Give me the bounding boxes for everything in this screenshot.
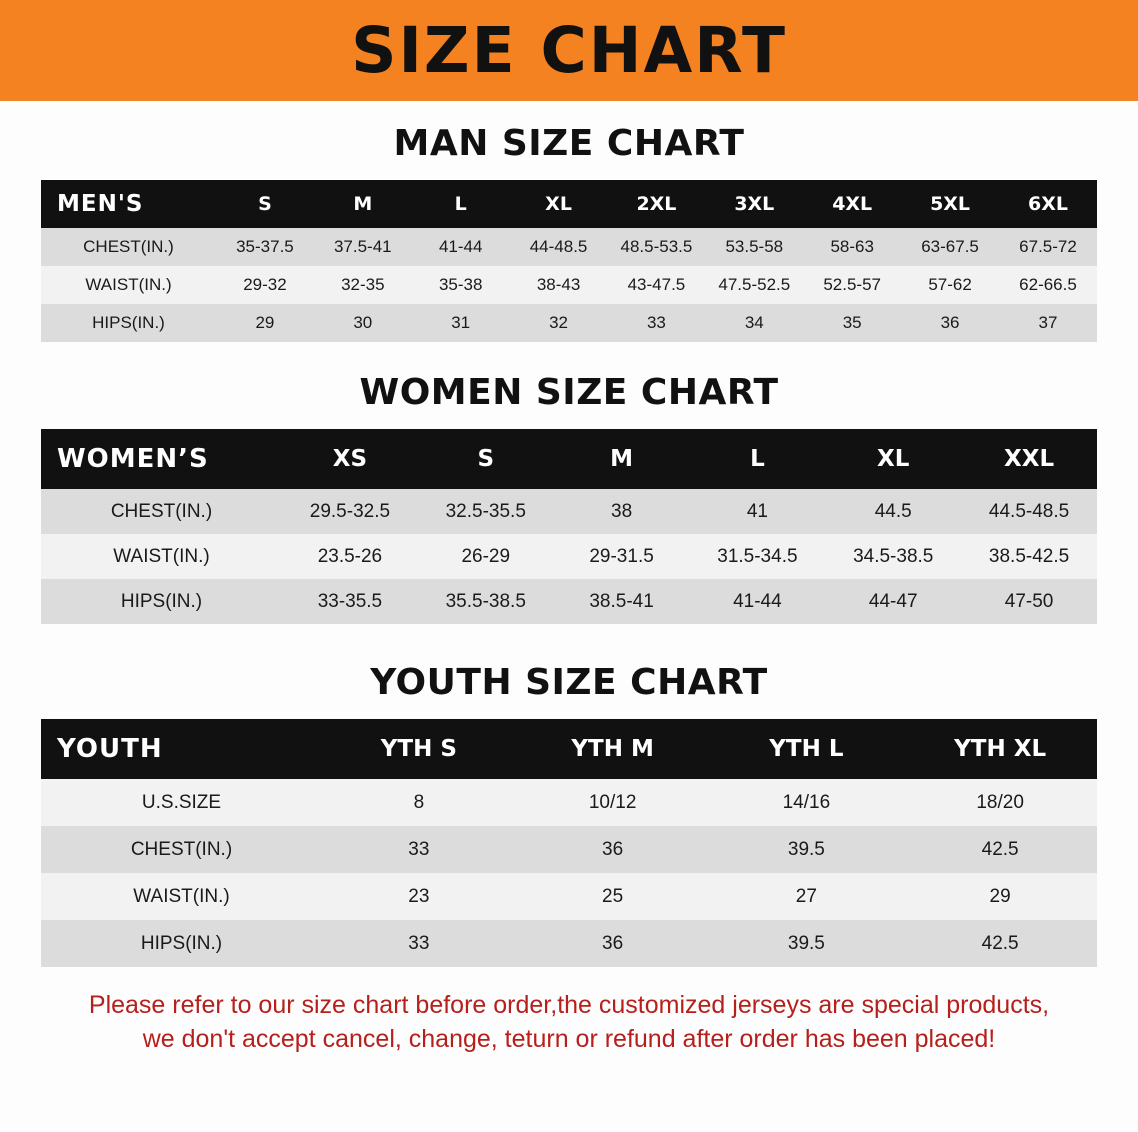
table-row — [41, 266, 1097, 304]
youth-row-label-1: CHEST(IN.) — [41, 826, 322, 873]
man-cell-0-4: 48.5-53.5 — [608, 228, 706, 266]
youth-cell-2-1: 25 — [516, 873, 710, 920]
women-cell-0-2: 38 — [554, 489, 690, 534]
man-col-header-1: M — [314, 180, 412, 228]
table-row — [41, 779, 1097, 826]
table-row — [41, 534, 1097, 579]
women-cell-2-3: 41-44 — [689, 579, 825, 624]
youth-cell-1-0: 33 — [322, 826, 516, 873]
man-cell-0-2: 41-44 — [412, 228, 510, 266]
table-header-row — [41, 429, 1097, 489]
youth-table-head — [41, 719, 1097, 779]
man-cell-1-1: 32-35 — [314, 266, 412, 304]
women-col-header-2: M — [554, 429, 690, 489]
youth-cell-2-0: 23 — [322, 873, 516, 920]
man-col-header-8: 6XL — [999, 180, 1097, 228]
man-row-label-1: WAIST(IN.) — [41, 266, 216, 304]
man-cell-1-2: 35-38 — [412, 266, 510, 304]
women-cell-1-1: 26-29 — [418, 534, 554, 579]
women-cell-1-0: 23.5-26 — [282, 534, 418, 579]
man-col-header-5: 3XL — [705, 180, 803, 228]
man-col-header-7: 5XL — [901, 180, 999, 228]
man-col-header-3: XL — [510, 180, 608, 228]
man-cell-0-1: 37.5-41 — [314, 228, 412, 266]
women-cell-0-5: 44.5-48.5 — [961, 489, 1097, 534]
man-cell-1-6: 52.5-57 — [803, 266, 901, 304]
man-cell-0-0: 35-37.5 — [216, 228, 314, 266]
youth-cell-0-0: 8 — [322, 779, 516, 826]
man-cell-2-2: 31 — [412, 304, 510, 342]
table-row — [41, 920, 1097, 967]
footer-note — [39, 989, 1099, 1057]
women-table-body — [41, 489, 1097, 624]
table-row — [41, 579, 1097, 624]
women-cell-2-0: 33-35.5 — [282, 579, 418, 624]
table-header-row — [41, 719, 1097, 779]
women-size-table — [41, 429, 1097, 624]
women-cell-0-3: 41 — [689, 489, 825, 534]
women-cell-0-0: 29.5-32.5 — [282, 489, 418, 534]
youth-cell-0-2: 14/16 — [710, 779, 904, 826]
youth-col-header-2: YTH L — [710, 719, 904, 779]
man-cell-1-8: 62-66.5 — [999, 266, 1097, 304]
youth-size-table — [41, 719, 1097, 967]
table-header-row — [41, 180, 1097, 228]
man-cell-1-4: 43-47.5 — [608, 266, 706, 304]
women-cell-1-4: 34.5-38.5 — [825, 534, 961, 579]
women-cell-1-3: 31.5-34.5 — [689, 534, 825, 579]
women-row-label-2: HIPS(IN.) — [41, 579, 282, 624]
youth-cell-1-3: 42.5 — [903, 826, 1097, 873]
man-cell-2-3: 32 — [510, 304, 608, 342]
women-col-header-4: XL — [825, 429, 961, 489]
women-cell-2-1: 35.5-38.5 — [418, 579, 554, 624]
youth-cell-1-2: 39.5 — [710, 826, 904, 873]
man-cell-0-5: 53.5-58 — [705, 228, 803, 266]
man-cell-2-0: 29 — [216, 304, 314, 342]
man-cell-2-6: 35 — [803, 304, 901, 342]
women-table-corner-label: WOMEN’S — [41, 429, 282, 489]
man-table-corner-label: MEN'S — [41, 180, 216, 228]
table-row — [41, 826, 1097, 873]
women-table-head — [41, 429, 1097, 489]
women-col-header-3: L — [689, 429, 825, 489]
youth-col-header-0: YTH S — [322, 719, 516, 779]
youth-section-heading: YOUTH SIZE CHART — [370, 662, 768, 703]
table-row — [41, 873, 1097, 920]
man-cell-0-6: 58-63 — [803, 228, 901, 266]
man-cell-0-8: 67.5-72 — [999, 228, 1097, 266]
man-cell-2-1: 30 — [314, 304, 412, 342]
women-cell-1-2: 29-31.5 — [554, 534, 690, 579]
youth-cell-2-3: 29 — [903, 873, 1097, 920]
man-cell-1-5: 47.5-52.5 — [705, 266, 803, 304]
man-cell-2-7: 36 — [901, 304, 999, 342]
man-cell-0-3: 44-48.5 — [510, 228, 608, 266]
man-size-table-wrap — [41, 180, 1097, 342]
man-cell-2-8: 37 — [999, 304, 1097, 342]
youth-cell-1-1: 36 — [516, 826, 710, 873]
youth-cell-2-2: 27 — [710, 873, 904, 920]
man-cell-2-5: 34 — [705, 304, 803, 342]
youth-cell-3-3: 42.5 — [903, 920, 1097, 967]
youth-col-header-1: YTH M — [516, 719, 710, 779]
women-cell-0-4: 44.5 — [825, 489, 961, 534]
women-row-label-1: WAIST(IN.) — [41, 534, 282, 579]
man-table-head — [41, 180, 1097, 228]
man-col-header-6: 4XL — [803, 180, 901, 228]
youth-table-body — [41, 779, 1097, 967]
table-row — [41, 228, 1097, 266]
women-section-heading: WOMEN SIZE CHART — [359, 372, 779, 413]
footer-note-line-2: we don't accept cancel, change, teturn or refund after order has been placed! — [142, 1024, 996, 1053]
man-col-header-0: S — [216, 180, 314, 228]
table-row — [41, 304, 1097, 342]
women-cell-1-5: 38.5-42.5 — [961, 534, 1097, 579]
man-cell-0-7: 63-67.5 — [901, 228, 999, 266]
man-cell-1-0: 29-32 — [216, 266, 314, 304]
women-col-header-5: XXL — [961, 429, 1097, 489]
youth-size-table-wrap — [41, 719, 1097, 967]
man-row-label-0: CHEST(IN.) — [41, 228, 216, 266]
man-row-label-2: HIPS(IN.) — [41, 304, 216, 342]
youth-row-label-3: HIPS(IN.) — [41, 920, 322, 967]
youth-cell-3-0: 33 — [322, 920, 516, 967]
man-cell-1-7: 57-62 — [901, 266, 999, 304]
women-cell-2-4: 44-47 — [825, 579, 961, 624]
women-cell-0-1: 32.5-35.5 — [418, 489, 554, 534]
women-size-table-wrap — [41, 429, 1097, 624]
man-cell-1-3: 38-43 — [510, 266, 608, 304]
women-cell-2-2: 38.5-41 — [554, 579, 690, 624]
youth-row-label-0: U.S.SIZE — [41, 779, 322, 826]
youth-table-corner-label: YOUTH — [41, 719, 322, 779]
man-table-body — [41, 228, 1097, 342]
man-section-heading: MAN SIZE CHART — [393, 123, 745, 164]
man-cell-2-4: 33 — [608, 304, 706, 342]
table-row — [41, 489, 1097, 534]
women-col-header-1: S — [418, 429, 554, 489]
man-col-header-4: 2XL — [608, 180, 706, 228]
youth-cell-3-1: 36 — [516, 920, 710, 967]
man-size-table — [41, 180, 1097, 342]
youth-cell-0-1: 10/12 — [516, 779, 710, 826]
youth-col-header-3: YTH XL — [903, 719, 1097, 779]
women-row-label-0: CHEST(IN.) — [41, 489, 282, 534]
banner — [0, 0, 1138, 101]
youth-cell-3-2: 39.5 — [710, 920, 904, 967]
youth-cell-0-3: 18/20 — [903, 779, 1097, 826]
youth-row-label-2: WAIST(IN.) — [41, 873, 322, 920]
man-col-header-2: L — [412, 180, 510, 228]
footer-note-line-1: Please refer to our size chart before order,the customized jerseys are special products, — [88, 991, 1050, 1019]
women-cell-2-5: 47-50 — [961, 579, 1097, 624]
women-col-header-0: XS — [282, 429, 418, 489]
page-title: SIZE CHART — [351, 14, 787, 87]
